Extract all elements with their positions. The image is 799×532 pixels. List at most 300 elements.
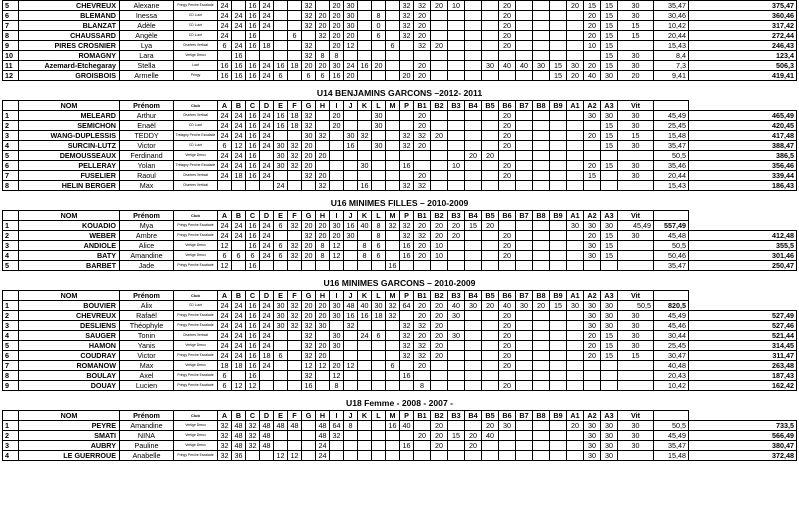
score-cell: 24 — [260, 171, 274, 181]
score-cell: 20 — [431, 321, 448, 331]
score-cell: 12 — [274, 451, 288, 461]
table-header-row — [3, 411, 797, 421]
score-cell: 16 — [246, 61, 260, 71]
score-cell — [288, 71, 302, 81]
score-cell — [516, 181, 533, 191]
score-cell — [358, 341, 372, 351]
name-cell: BOULAY — [19, 371, 120, 381]
score-cell — [448, 131, 465, 141]
score-cell: 16 — [246, 131, 260, 141]
score-cell: 6 — [386, 41, 400, 51]
name-cell: GROISBOIS — [19, 71, 120, 81]
score-cell — [344, 441, 358, 451]
club-cell: Chartres Vertical — [174, 181, 218, 191]
score-cell — [431, 151, 448, 161]
column-header: Vit — [618, 291, 654, 301]
score-cell — [618, 261, 654, 271]
score-cell: 6 — [316, 71, 330, 81]
score-cell — [567, 31, 584, 41]
score-cell: 30 — [618, 1, 654, 11]
firstname-cell: Jade — [120, 261, 174, 271]
score-cell: 32 — [302, 321, 316, 331]
score-cell — [316, 371, 330, 381]
score-cell — [448, 111, 465, 121]
score-cell: 8 — [414, 381, 431, 391]
score-cell — [584, 181, 601, 191]
column-header: B1 — [414, 411, 431, 421]
total-cell: 250,47 — [689, 261, 797, 271]
score-cell: 16 — [386, 261, 400, 271]
score-cell — [358, 261, 372, 271]
score-cell — [618, 151, 654, 161]
score-cell — [448, 241, 465, 251]
score-cell — [386, 371, 400, 381]
score-cell — [567, 251, 584, 261]
rank-cell: 12 — [3, 71, 19, 81]
column-header: B2 — [431, 101, 448, 111]
score-cell: 24 — [260, 331, 274, 341]
rank-header — [3, 411, 19, 421]
score-cell — [358, 41, 372, 51]
score-cell — [232, 31, 246, 41]
score-cell — [448, 441, 465, 451]
score-cell — [386, 131, 400, 141]
column-header: A3 — [601, 211, 618, 221]
score-cell — [482, 51, 499, 61]
club-cell: Pringy Perche Escalade — [174, 321, 218, 331]
score-cell — [533, 421, 550, 431]
score-cell: 24 — [232, 341, 246, 351]
speed-cell: 10,42 — [654, 21, 689, 31]
score-cell: 24 — [260, 361, 274, 371]
score-cell: 16 — [400, 161, 414, 171]
rank-cell: 7 — [3, 361, 19, 371]
score-cell: 30 — [618, 11, 654, 21]
score-cell — [533, 361, 550, 371]
rank-cell: 4 — [3, 331, 19, 341]
score-cell — [482, 41, 499, 51]
score-cell — [344, 51, 358, 61]
score-cell — [400, 431, 414, 441]
score-cell: 32 — [414, 181, 431, 191]
score-cell — [414, 451, 431, 461]
score-cell — [372, 51, 386, 61]
name-cell: SAUGER — [19, 331, 120, 341]
score-cell — [358, 371, 372, 381]
column-header: A1 — [567, 291, 584, 301]
score-cell: 20 — [316, 221, 330, 231]
score-cell — [533, 121, 550, 131]
score-cell — [584, 261, 601, 271]
score-cell — [516, 71, 533, 81]
column-header: NOM — [19, 291, 120, 301]
score-cell — [601, 381, 618, 391]
score-cell — [386, 231, 400, 241]
total-cell: 465,49 — [689, 111, 797, 121]
score-cell: 16 — [246, 221, 260, 231]
score-cell — [499, 71, 516, 81]
column-header: B — [232, 101, 246, 111]
column-header: B6 — [499, 411, 516, 421]
firstname-cell: Max — [120, 181, 174, 191]
score-cell: 48 — [260, 431, 274, 441]
score-cell — [584, 381, 601, 391]
score-cell: 8 — [372, 231, 386, 241]
column-header: B7 — [516, 291, 533, 301]
score-cell — [516, 31, 533, 41]
score-cell — [274, 371, 288, 381]
column-header: B4 — [465, 101, 482, 111]
score-cell — [358, 451, 372, 461]
score-cell: 40 — [516, 61, 533, 71]
section-title: U16 MINIMES GARCONS – 2010-2009 — [323, 278, 476, 288]
score-cell: 24 — [260, 141, 274, 151]
score-cell — [288, 371, 302, 381]
score-cell: 30 — [330, 61, 344, 71]
score-cell — [550, 181, 567, 191]
score-cell — [372, 381, 386, 391]
score-cell: 32 — [400, 131, 414, 141]
score-cell: 32 — [246, 421, 260, 431]
score-cell: 30 — [618, 161, 654, 171]
score-cell: 16 — [246, 141, 260, 151]
score-cell — [386, 321, 400, 331]
score-cell — [386, 151, 400, 161]
score-cell: 20 — [330, 231, 344, 241]
score-cell: 30 — [601, 301, 618, 311]
score-cell: 30 — [601, 431, 618, 441]
column-header: H — [316, 411, 330, 421]
score-cell — [465, 31, 482, 41]
table-row — [3, 321, 797, 331]
firstname-cell: Alexane — [120, 1, 174, 11]
name-cell: BLEMAND — [19, 11, 120, 21]
club-cell: Lucé — [174, 61, 218, 71]
column-header: J — [344, 101, 358, 111]
column-header: E — [274, 211, 288, 221]
score-cell: 30 — [482, 61, 499, 71]
score-cell: 24 — [232, 301, 246, 311]
column-header: B5 — [482, 291, 499, 301]
score-cell — [358, 441, 372, 451]
club-cell: Pringy Perche Escalade — [174, 451, 218, 461]
score-cell — [386, 51, 400, 61]
score-cell: 30 — [330, 311, 344, 321]
score-cell: 8 — [330, 381, 344, 391]
rank-cell: 2 — [3, 431, 19, 441]
column-header: A3 — [601, 411, 618, 421]
score-cell: 20 — [414, 111, 431, 121]
table-row — [3, 51, 797, 61]
score-cell — [344, 251, 358, 261]
score-cell: 20 — [533, 301, 550, 311]
score-cell: 30 — [601, 321, 618, 331]
score-cell: 20 — [499, 41, 516, 51]
score-cell — [330, 141, 344, 151]
score-cell — [601, 181, 618, 191]
score-cell: 32 — [316, 181, 330, 191]
score-cell: 20 — [499, 31, 516, 41]
score-cell — [414, 151, 431, 161]
score-cell — [358, 381, 372, 391]
score-cell: 32 — [218, 441, 232, 451]
column-header: A — [218, 411, 232, 421]
score-cell: 6 — [288, 31, 302, 41]
rank-cell: 8 — [3, 181, 19, 191]
name-cell: DEMOUSSEAUX — [19, 151, 120, 161]
score-cell — [448, 121, 465, 131]
column-header: H — [316, 211, 330, 221]
club-cell: Vertige Dreux — [174, 441, 218, 451]
column-header: B9 — [550, 411, 567, 421]
total-cell: 375,47 — [689, 1, 797, 11]
score-cell — [288, 21, 302, 31]
score-cell — [448, 21, 465, 31]
score-cell — [344, 181, 358, 191]
score-cell: 18 — [288, 61, 302, 71]
rank-cell: 1 — [3, 421, 19, 431]
column-header: B7 — [516, 101, 533, 111]
score-cell — [584, 151, 601, 161]
score-cell: 8 — [344, 421, 358, 431]
name-cell: BARBET — [19, 261, 120, 271]
table-header-row — [3, 211, 797, 221]
score-cell — [516, 121, 533, 131]
score-cell: 20 — [431, 1, 448, 11]
table-row — [3, 171, 797, 181]
score-cell: 30 — [372, 111, 386, 121]
score-cell: 24 — [260, 21, 274, 31]
score-cell — [465, 261, 482, 271]
score-cell — [499, 371, 516, 381]
score-cell: 24 — [232, 41, 246, 51]
score-cell — [274, 231, 288, 241]
score-cell — [288, 361, 302, 371]
column-header: Club — [174, 291, 218, 301]
firstname-cell: Adèle — [120, 21, 174, 31]
score-cell — [260, 51, 274, 61]
score-cell: 10 — [448, 161, 465, 171]
score-cell: 16 — [246, 111, 260, 121]
score-cell: 24 — [218, 21, 232, 31]
rank-cell: 8 — [3, 31, 19, 41]
score-cell: 24 — [232, 311, 246, 321]
total-cell: 301,46 — [689, 251, 797, 261]
score-cell: 24 — [260, 341, 274, 351]
score-cell: 15 — [601, 351, 618, 361]
score-cell: 32 — [246, 431, 260, 441]
column-header: B3 — [448, 411, 465, 421]
score-cell — [400, 311, 414, 321]
score-cell: 16 — [274, 121, 288, 131]
score-cell — [414, 161, 431, 171]
score-cell: 24 — [218, 31, 232, 41]
score-cell: 48 — [274, 421, 288, 431]
score-cell: 20 — [465, 431, 482, 441]
score-cell: 30 — [499, 421, 516, 431]
score-cell: 16 — [246, 361, 260, 371]
score-cell — [358, 171, 372, 181]
score-cell: 32 — [316, 31, 330, 41]
score-cell: 20 — [431, 311, 448, 321]
score-cell — [550, 121, 567, 131]
score-cell: 16 — [358, 61, 372, 71]
score-cell: 20 — [414, 241, 431, 251]
score-cell — [386, 441, 400, 451]
column-header: A2 — [584, 211, 601, 221]
club-cell: Pringy Perche Escalade — [174, 231, 218, 241]
score-cell — [482, 341, 499, 351]
rank-header — [3, 291, 19, 301]
total-cell: 372,48 — [689, 451, 797, 461]
score-cell: 64 — [400, 301, 414, 311]
score-cell: 40 — [448, 301, 465, 311]
score-cell — [358, 151, 372, 161]
column-header: Prénom — [120, 211, 174, 221]
table-row — [3, 231, 797, 241]
column-header: Prénom — [120, 101, 174, 111]
score-cell — [400, 61, 414, 71]
column-header: P — [400, 411, 414, 421]
score-cell — [618, 371, 654, 381]
firstname-cell: Axel — [120, 371, 174, 381]
score-cell: 32 — [414, 231, 431, 241]
firstname-cell: Angèle — [120, 31, 174, 41]
score-cell — [499, 221, 516, 231]
score-cell: 20 — [330, 41, 344, 51]
score-cell — [550, 421, 567, 431]
name-cell: WANG-DUPLESSIS — [19, 131, 120, 141]
score-cell — [431, 141, 448, 151]
score-cell: 20 — [584, 131, 601, 141]
column-header: Prénom — [120, 291, 174, 301]
score-cell: 24 — [218, 161, 232, 171]
score-cell: 20 — [499, 131, 516, 141]
score-cell: 24 — [260, 131, 274, 141]
name-cell: ANDIOLE — [19, 241, 120, 251]
score-cell — [533, 11, 550, 21]
rank-cell: 2 — [3, 311, 19, 321]
score-cell — [567, 131, 584, 141]
score-cell — [358, 11, 372, 21]
score-cell: 24 — [218, 341, 232, 351]
score-cell: 32 — [302, 231, 316, 241]
score-cell — [386, 431, 400, 441]
score-cell — [302, 441, 316, 451]
score-cell: 15 — [448, 431, 465, 441]
score-cell — [533, 371, 550, 381]
score-cell: 30 — [584, 421, 601, 431]
score-cell: 20 — [302, 151, 316, 161]
score-cell: 20 — [465, 441, 482, 451]
score-cell — [550, 331, 567, 341]
score-cell — [567, 441, 584, 451]
score-cell: 30 — [274, 301, 288, 311]
score-cell — [550, 111, 567, 121]
column-header: B6 — [499, 291, 516, 301]
total-cell: 733,5 — [689, 421, 797, 431]
total-cell: 187,43 — [689, 371, 797, 381]
firstname-cell: Mya — [120, 221, 174, 231]
score-cell: 6 — [372, 241, 386, 251]
score-cell: 20 — [302, 301, 316, 311]
score-cell — [431, 261, 448, 271]
score-cell: 48 — [316, 431, 330, 441]
score-cell: 18 — [260, 41, 274, 51]
score-cell — [516, 331, 533, 341]
score-cell: 30 — [601, 111, 618, 121]
score-cell: 16 — [246, 351, 260, 361]
score-cell: 32 — [400, 351, 414, 361]
score-cell: 30 — [274, 321, 288, 331]
score-cell — [499, 181, 516, 191]
column-header: H — [316, 101, 330, 111]
score-cell — [550, 161, 567, 171]
name-cell: CHEVREUX — [19, 1, 120, 11]
score-cell: 20 — [584, 331, 601, 341]
score-cell — [386, 21, 400, 31]
score-cell — [482, 351, 499, 361]
score-cell: 24 — [218, 321, 232, 331]
score-cell: 15 — [601, 21, 618, 31]
score-cell: 6 — [232, 251, 246, 261]
score-cell — [567, 181, 584, 191]
score-cell — [344, 111, 358, 121]
score-cell: 20 — [499, 311, 516, 321]
name-cell: BOUVIER — [19, 301, 120, 311]
rank-cell: 5 — [3, 341, 19, 351]
score-cell — [516, 21, 533, 31]
score-cell: 8 — [358, 241, 372, 251]
score-cell: 15 — [601, 131, 618, 141]
score-cell: 30 — [584, 251, 601, 261]
score-cell — [260, 371, 274, 381]
score-cell — [499, 431, 516, 441]
score-cell — [246, 51, 260, 61]
score-cell — [372, 431, 386, 441]
score-cell: 24 — [260, 221, 274, 231]
table-row — [3, 21, 797, 31]
score-cell: 32 — [302, 371, 316, 381]
rank-cell: 3 — [3, 241, 19, 251]
score-cell — [516, 451, 533, 461]
score-cell — [344, 241, 358, 251]
club-cell: Vertige Dreux — [174, 241, 218, 251]
total-cell: 314,45 — [689, 341, 797, 351]
score-cell: 24 — [260, 61, 274, 71]
column-header: L — [372, 101, 386, 111]
table-row — [3, 61, 797, 71]
score-cell — [344, 451, 358, 461]
score-cell — [465, 371, 482, 381]
score-cell: 16 — [400, 251, 414, 261]
score-cell: 32 — [288, 151, 302, 161]
score-cell: 48 — [260, 441, 274, 451]
score-cell: 15 — [601, 31, 618, 41]
club-cell: Pringy Perche Escalade — [174, 351, 218, 361]
score-cell: 32 — [414, 341, 431, 351]
score-cell: 20 — [414, 221, 431, 231]
score-cell: 40 — [584, 71, 601, 81]
firstname-cell: Théophyle — [120, 321, 174, 331]
name-cell: Azemard-Etchegaray — [19, 61, 120, 71]
total-cell: 123,4 — [689, 51, 797, 61]
score-cell: 32 — [414, 1, 431, 11]
score-cell — [516, 341, 533, 351]
score-cell — [386, 121, 400, 131]
score-cell: 20 — [400, 71, 414, 81]
name-cell: ROMAGNY — [19, 51, 120, 61]
